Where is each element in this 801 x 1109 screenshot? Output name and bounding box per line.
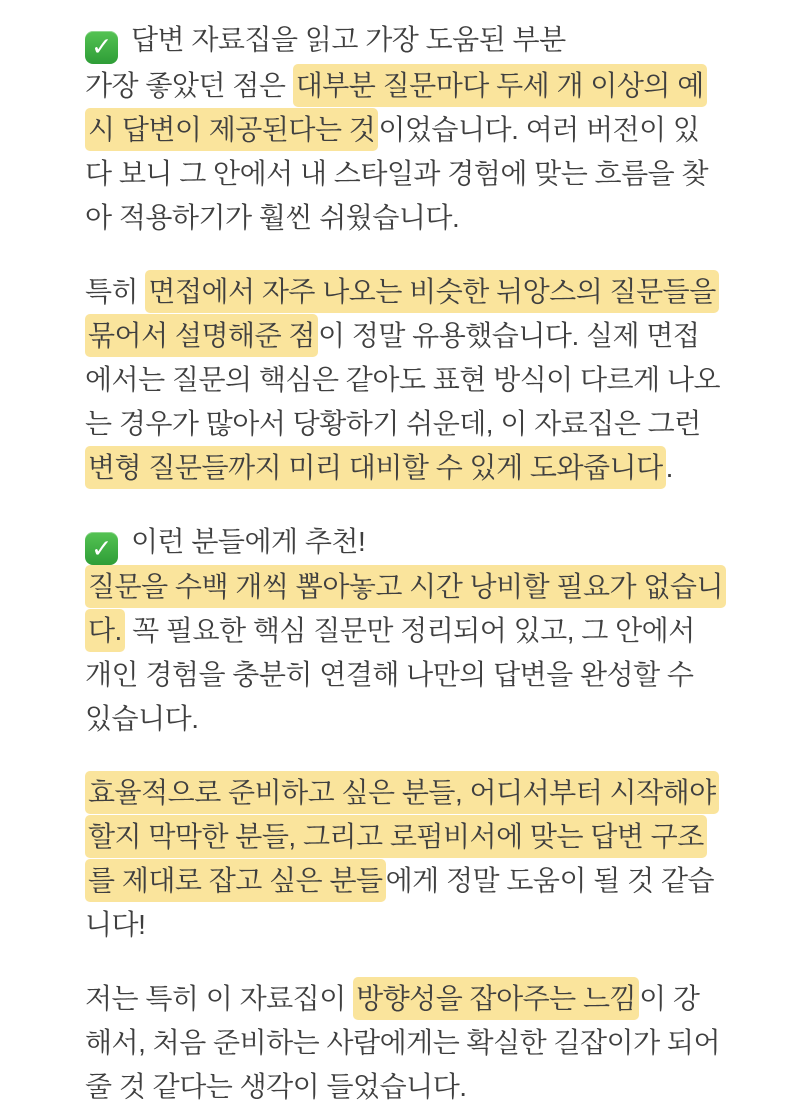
- text-segment: 답변 자료집을 읽고 가장 도움된 부분: [131, 24, 566, 55]
- section-heading: [85, 520, 725, 566]
- highlighted-text: 변형 질문들까지 미리 대비할 수 있게 도와줍니다: [85, 446, 666, 489]
- text-segment: 이런 분들에게 추천!: [131, 525, 366, 557]
- text-segment: 꼭 필요한 핵심 질문만 정리되어 있고, 그 안에서 개인 경험을 충분히 연결해 나만의 답변을 완성할 수 있습니다.: [85, 615, 695, 734]
- highlighted-text: 효율적으로 준비하고 싶은 분들, 어디서부터 시작해야 할지 막막한 분들, 그리고 로펌비서에 맞는 답변 구조를 제대로 잡고 싶은 분들: [85, 771, 719, 902]
- highlighted-text: 대부분 질문마다 두세 개 이상의 예시 답변이 제공된다는 것: [85, 64, 707, 151]
- check-emoji-icon: ✓: [85, 31, 118, 64]
- text-segment: 에게 정말 도움이 될 것 같습니다!: [85, 865, 715, 940]
- review-paragraph: [85, 64, 725, 240]
- review-content: [85, 18, 725, 1109]
- text-segment: 이 정말 유용했습니다. 실제 면접에서는 질문의 핵심은 같아도 표현 방식이 다르게 나오는 경우가 많아서 당황하기 쉬운데, 이 자료집은 그런: [85, 319, 721, 439]
- review-paragraph: [85, 771, 725, 947]
- section-heading: [85, 18, 725, 64]
- review-paragraph: [85, 977, 725, 1109]
- text-segment: .: [665, 451, 673, 483]
- text-segment: 특히: [85, 275, 146, 307]
- highlighted-text: 면접에서 자주 나오는 비슷한 뉘앙스의 질문들을 묶어서 설명해준 점: [85, 270, 719, 357]
- highlighted-text: 질문을 수백 개씩 뽑아놓고 시간 낭비할 필요가 없습니다.: [85, 565, 726, 652]
- text-segment: 이 강해서, 처음 준비하는 사람에게는 확실한 길잡이가 되어줄 것 같다는 생각이 들었습니다.: [85, 983, 721, 1102]
- check-emoji-icon: ✓: [85, 532, 118, 565]
- review-paragraph: [85, 565, 725, 741]
- text-segment: 이었습니다. 여러 버전이 있다 보니 그 안에서 내 스타일과 경험에 맞는 흐름을 찾아 적용하기가 훨씬 쉬웠습니다.: [85, 113, 709, 233]
- text-segment: 가장 좋았던 점은: [85, 69, 293, 101]
- review-paragraph: [85, 270, 725, 490]
- text-segment: 저는 특히 이 자료집이: [85, 983, 354, 1014]
- highlighted-text: 방향성을 잡아주는 느낌: [353, 977, 639, 1020]
